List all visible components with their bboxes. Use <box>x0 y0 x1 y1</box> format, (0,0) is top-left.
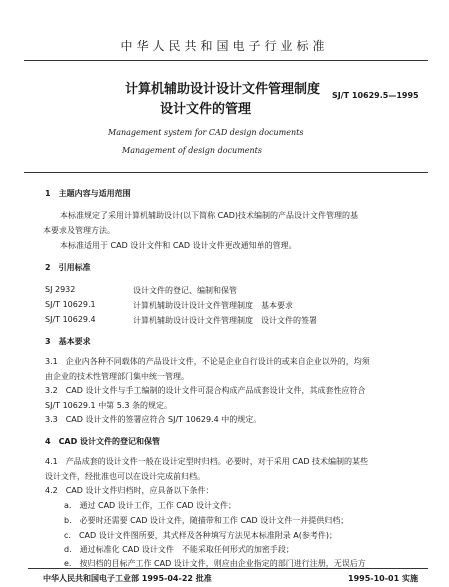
section-3-heading: 3 基本要求 <box>45 337 91 346</box>
approval-line: 中华人民共和国电子工业部 1995-04-22 批准 <box>43 574 212 583</box>
reference-code: SJ 2932 <box>45 285 76 294</box>
section-1-para-2: 本标准适用于 CAD 设计文件和 CAD 设计文件更改通知单的管理。 <box>60 241 297 250</box>
reference-code: SJ/T 10629.1 <box>45 300 96 309</box>
section-1-para-1-line-1: 本标准规定了采用计算机辅助设计(以下简称 CAD)技术编制的产品设计文件管理的基 <box>60 211 359 220</box>
standard-code: SJ/T 10629.5—1995 <box>332 91 419 100</box>
section-4-heading: 4 CAD 设计文件的登记和保管 <box>45 437 161 446</box>
clause-3-1-line-1: 3.1 企业内各种不同载体的产品设计文件，不论是企业自行设计的或来自企业以外的，均须 <box>45 357 370 366</box>
clause-3-3: 3.3 CAD 设计文件的签署应符合 SJ/T 10629.4 中的规定。 <box>45 415 262 424</box>
title-rule <box>24 172 428 173</box>
section-1-para-1-line-2: 本要求及管理方法。 <box>43 226 115 235</box>
footer-rule <box>28 568 428 569</box>
list-item-b: b. 必要时还需要 CAD 设计文件，随描带和工作 CAD 设计文件一并提供归档； <box>64 516 349 525</box>
section-1-heading: 1 主题内容与适用范围 <box>45 189 131 198</box>
reference-title: 计算机辅助设计设计文件管理制度 基本要求 <box>133 301 293 310</box>
english-title-2: Management of design documents <box>122 146 262 155</box>
list-item-d: d. 通过标准化 CAD 设计文件 不能采取任何形式的加密手段； <box>64 545 294 554</box>
header-rule <box>24 60 428 61</box>
implementation-date: 1995-10-01 实施 <box>348 574 418 583</box>
clause-4-2: 4.2 CAD 设计文件归档时，应具备以下条件： <box>45 486 214 495</box>
english-title-1: Management system for CAD design documents <box>108 128 304 137</box>
clause-4-1-line-2: 设计文件，经批准也可以在设计完成前归档。 <box>45 472 205 481</box>
list-item-e: e. 按归档的目标产工作 CAD 设计文件，则应由企业指定的部门进行注册，无误后方 <box>64 559 366 568</box>
reference-title: 计算机辅助设计设计文件管理制度 设计文件的签署 <box>133 316 317 325</box>
title-line-2: 设计文件的管理 <box>160 102 252 117</box>
title-line-1: 计算机辅助设计设计文件管理制度 <box>125 82 321 97</box>
clause-3-2-line-1: 3.2 CAD 设计文件与手工编制的设计文件可混合构成产品成套设计文件，其成套性应符合 <box>45 386 366 395</box>
reference-code: SJ/T 10629.4 <box>45 315 96 324</box>
list-item-a: a. 通过 CAD 设计工作，工作 CAD 设计文件； <box>64 501 237 510</box>
clause-3-2-line-2: SJ/T 10629.1 中第 5.3 条的规定。 <box>45 401 172 410</box>
clause-4-1-line-1: 4.1 产品成套的设计文件一般在设计定型时归档。必要时，对于采用 CAD 技术编制的某些 <box>45 457 369 466</box>
clause-3-1-line-2: 由企业的技术性管理部门集中统一管理。 <box>45 372 189 381</box>
section-2-heading: 2 引用标准 <box>45 263 91 272</box>
standard-header: 中华人民共和国电子行业标准 <box>120 39 329 53</box>
list-item-c: c. CAD 设计文件图所要，其式样及各种填写方法见本标准附录 A(参考件)； <box>64 531 337 540</box>
reference-title: 设计文件的登记、编制和保管 <box>133 286 237 295</box>
